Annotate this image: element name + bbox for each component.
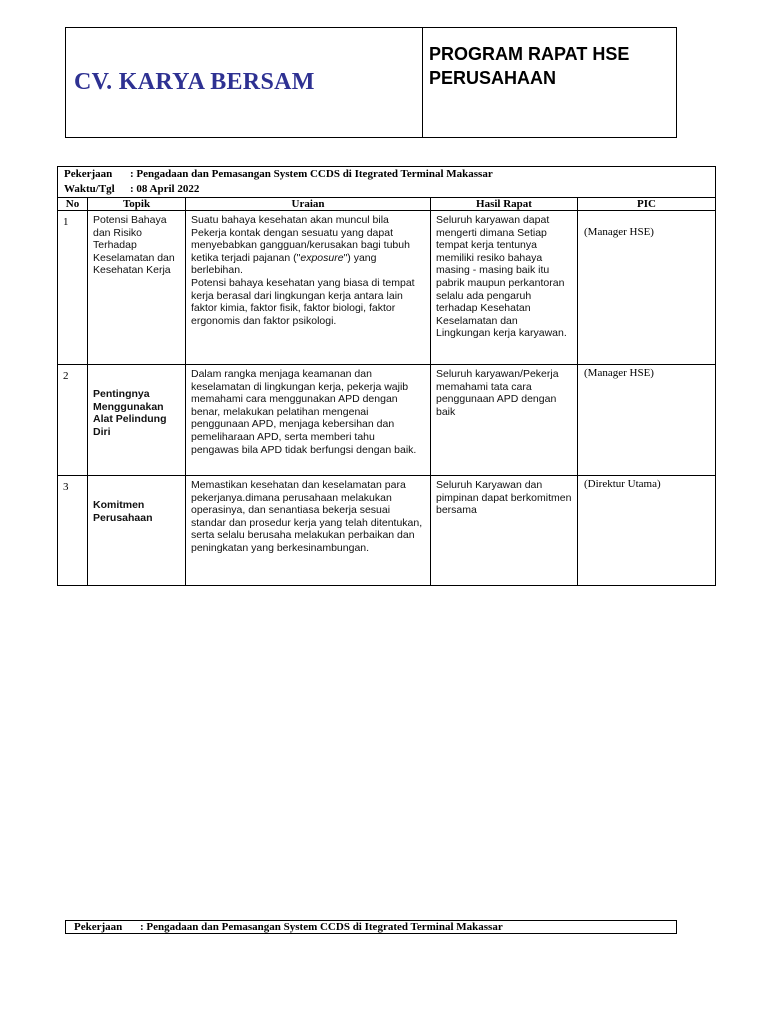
meeting-table — [57, 166, 716, 586]
row-description: Dalam rangka menjaga keamanan dan keselamatan di lingkungan kerja, pekerja wajib memahami cara menggunakan APD dengan benar, melakukan pelatihan mengenai penggunaan APD, menjaga kebersihan dan pemeliharaan APD, serta memberi tahu pengawas bila APD tidak berfungsi dengan baik. — [186, 365, 431, 476]
table-row — [58, 476, 716, 586]
row-number: 1 — [58, 211, 88, 365]
row-number: 2 — [58, 365, 88, 476]
column-header-topik: Topik — [88, 198, 186, 211]
row-pic: (Direktur Utama) — [578, 476, 716, 586]
footer-pekerjaan-value: : Pengadaan dan Pemasangan System CCDS di Itegrated Terminal Makassar — [140, 921, 503, 933]
row-result: Seluruh karyawan dapat mengerti dimana Setiap tempat kerja tentunya memiliki resiko bahaya masing - masing baik itu pabrik maupun perkantoran selalu ada pengaruh terhadap Kesehatan Keselamatan dan Lingkungan kerja karyawan. — [431, 211, 578, 365]
row-topic: Komitmen Perusahaan — [88, 476, 186, 586]
company-cell — [66, 28, 423, 137]
document-header — [65, 27, 677, 138]
row-result: Seluruh Karyawan dan pimpinan dapat berkomitmen bersama — [431, 476, 578, 586]
program-title-line1: PROGRAM RAPAT HSE — [429, 44, 630, 64]
column-header-no: No — [58, 198, 88, 211]
column-header-row — [58, 198, 716, 211]
pekerjaan-value: : Pengadaan dan Pemasangan System CCDS di Itegrated Terminal Makassar — [130, 168, 493, 180]
row-pic: (Manager HSE) — [578, 211, 716, 365]
column-header-hasil: Hasil Rapat — [431, 198, 578, 211]
info-row-waktu — [58, 182, 716, 198]
column-header-uraian: Uraian — [186, 198, 431, 211]
pekerjaan-label: Pekerjaan — [64, 168, 113, 180]
program-title-line2: PERUSAHAAN — [429, 68, 557, 88]
row-description: Suatu bahaya kesehatan akan muncul bila Pekerja kontak dengan sesuatu yang dapat menyebabkan gangguan/kerusakan bagi tubuh ketika terjadi pajanan ("exposure") yang berlebihan. Potensi bahaya kesehatan yang biasa di tempat kerja berasal dari lingkungan kerja antara lain faktor kimia, faktor fisik, faktor biologi, faktor ergonomis dan faktor psikologi. — [186, 211, 431, 365]
row-pic: (Manager HSE) — [578, 365, 716, 476]
row-description: Memastikan kesehatan dan keselamatan para pekerjanya.dimana perusahaan melakukan operasinya, dan senantiasa bekerja sesuai standar dan prosedur kerja yang telah ditentukan, serta selalu berusaha melakukan perbaikan dan peningkatan yang berkesinambungan. — [186, 476, 431, 586]
column-header-pic: PIC — [578, 198, 716, 211]
footer-pekerjaan — [65, 920, 677, 934]
row-topic: Potensi Bahaya dan Risiko Terhadap Keselamatan dan Kesehatan Kerja — [88, 211, 186, 365]
row-number: 3 — [58, 476, 88, 586]
row-topic: Pentingnya Menggunakan Alat Pelindung Diri — [88, 365, 186, 476]
row-result: Seluruh karyawan/Pekerja memahami tata cara penggunaan APD dengan baik — [431, 365, 578, 476]
table-row — [58, 211, 716, 365]
info-row-pekerjaan — [58, 167, 716, 183]
company-name: CV. KARYA BERSAM — [74, 69, 315, 95]
program-title-cell — [423, 28, 676, 137]
table-row — [58, 365, 716, 476]
waktu-label: Waktu/Tgl — [64, 183, 115, 195]
waktu-value: : 08 April 2022 — [130, 183, 200, 195]
footer-pekerjaan-label: Pekerjaan — [74, 921, 123, 933]
